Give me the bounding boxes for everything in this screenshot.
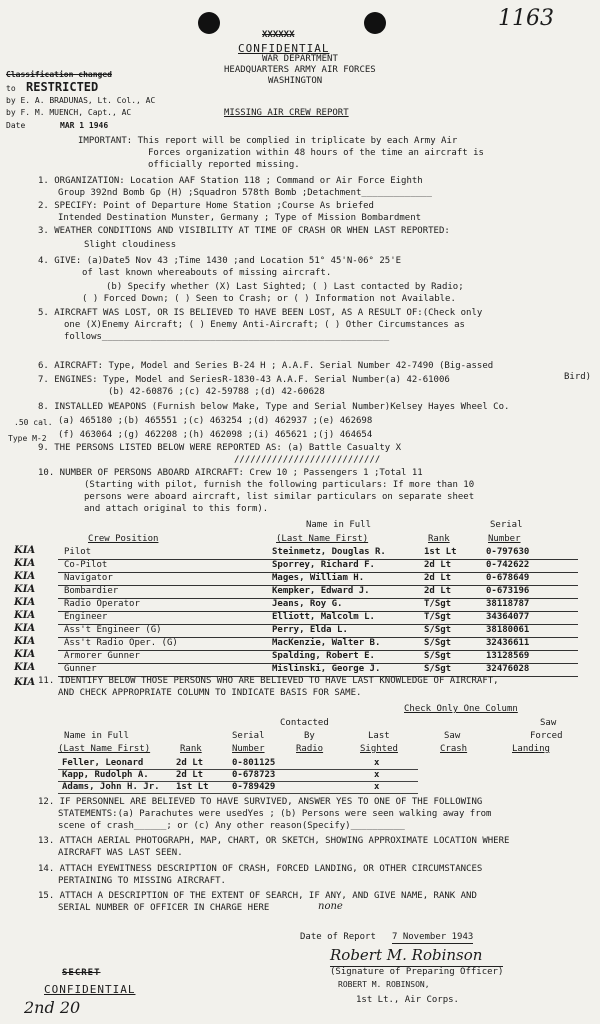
item-15-officer: none (318, 901, 343, 912)
crew-name: Jeans, Roy G. (272, 599, 343, 609)
contact-last-sighted-mark: x (374, 782, 380, 792)
crew-rank: 1st Lt (424, 547, 457, 557)
kia-mark: KIA (14, 636, 36, 647)
item-15-line-a: 15. ATTACH A DESCRIPTION OF THE EXTENT OF SEARCH, IF ANY, AND GIVE NAME, RANK AND (38, 891, 477, 901)
item-11-line-b: AND CHECK APPROPRIATE COLUMN TO INDICATE BASIS FOR SAME. (58, 688, 362, 698)
weapons-type: Type M-2 (8, 434, 47, 443)
item-7-line-b: (b) 42-60876 ;(c) 42-59788 ;(d) 42-60628 (108, 387, 325, 397)
item-8-line-c: (f) 463064 ;(g) 462208 ;(h) 462098 ;(i) 465621 ;(j) 464654 (58, 430, 373, 440)
kia-mark: KIA (14, 597, 36, 608)
crew-serial: 32436611 (486, 638, 530, 648)
contact-name: Kapp, Rudolph A. (62, 770, 149, 780)
item-5-line-c: follows_____________________________________________________ (64, 332, 390, 342)
item-1-line-a: 1. ORGANIZATION: Location AAF Station 118 ; Command or Air Force Eighth (38, 176, 423, 186)
contact-name: Adams, John H. Jr. (62, 782, 160, 792)
contact-header-forced-2: Forced (530, 731, 563, 741)
crew-row (58, 598, 578, 612)
date-of-report-value: 7 November 1943 (392, 932, 474, 942)
contact-header-saw-2: Crash (440, 744, 468, 754)
reclass-date-label: Date (6, 121, 26, 130)
item-14-line-b: PERTAINING TO MISSING AIRCRAFT. (58, 876, 226, 886)
contact-rank: 2d Lt (176, 770, 204, 780)
kia-mark: KIA (14, 571, 36, 582)
item-5-line-b: one (X)Enemy Aircraft; ( ) Enemy Anti-Aircraft; ( ) Other Circumstances as (64, 320, 465, 330)
officer-signature: Robert M. Robinson (330, 946, 483, 964)
item-6-nickname: Bird) (564, 372, 592, 382)
item-8-line-b: (a) 465180 ;(b) 465551 ;(c) 463254 ;(d) 462937 ;(e) 462698 (58, 416, 373, 426)
item-12-line-a: 12. IF PERSONNEL ARE BELIEVED TO HAVE SURVIVED, ANSWER YES TO ONE OF THE FOLLOWING (38, 797, 483, 807)
crew-name: MacKenzie, Walter B. (272, 638, 381, 648)
signature-caption: (Signature of Preparing Officer) (330, 967, 504, 977)
crew-header-rank: Rank (428, 534, 450, 544)
item-2-line-b: Intended Destination Munster, Germany ; Type of Mission Bombardment (58, 213, 422, 223)
item-3-line-b: Slight cloudiness (84, 240, 177, 250)
kia-mark: KIA (14, 649, 36, 660)
crew-serial: 32476028 (486, 664, 530, 674)
kia-mark: KIA (14, 558, 36, 569)
contact-header-forced-3: Landing (512, 744, 550, 754)
header-dept: WAR DEPARTMENT (262, 54, 338, 64)
crew-position: Engineer (64, 612, 108, 622)
reclass-by1: by E. A. BRADUNAS, Lt. Col., AC (6, 96, 156, 105)
crew-serial: 0-678649 (486, 573, 530, 583)
important-line-3: officially reported missing. (148, 160, 300, 170)
crew-serial: 0-673196 (486, 586, 530, 596)
crew-row (58, 611, 578, 625)
contact-rank: 1st Lt (176, 782, 209, 792)
item-5-line-a: 5. AIRCRAFT WAS LOST, OR IS BELIEVED TO HAVE BEEN LOST, AS A RESULT OF:(Check only (38, 308, 483, 318)
crew-header-name-1: Name in Full (306, 520, 372, 530)
crew-rank: S/Sgt (424, 664, 452, 674)
item-9-line-a: 9. THE PERSONS LISTED BELOW WERE REPORTED AS: (a) Battle Casualty X (38, 443, 402, 453)
crew-rank: 2d Lt (424, 586, 452, 596)
crew-name: Steinmetz, Douglas R. (272, 547, 386, 557)
kia-mark: KIA (14, 545, 36, 556)
header-struck: XXXXXX (262, 30, 295, 40)
item-2-line-a: 2. SPECIFY: Point of Departure Home Station ;Course As briefed (38, 201, 374, 211)
item-9-line-b: /////////////////////////// (234, 455, 381, 465)
contact-header-serial-2: Number (232, 744, 265, 754)
crew-header-name-2: (Last Name First) (276, 534, 369, 544)
header-city: WASHINGTON (268, 76, 323, 86)
crew-name: Sporrey, Richard F. (272, 560, 375, 570)
crew-position: Armorer Gunner (64, 651, 140, 661)
crew-name: Perry, Elda L. (272, 625, 348, 635)
contact-serial: 0-801125 (232, 758, 276, 768)
crew-row (58, 650, 578, 664)
kia-mark: KIA (14, 584, 36, 595)
item-3-line-a: 3. WEATHER CONDITIONS AND VISIBILITY AT TIME OF CRASH OR WHEN LAST REPORTED: (38, 226, 450, 236)
crew-rank: S/Sgt (424, 625, 452, 635)
item-12-line-b: STATEMENTS:(a) Parachutes were usedYes ; (b) Persons were seen walking away from (58, 809, 492, 819)
contact-header-serial-1: Serial (232, 731, 265, 741)
crew-row (58, 663, 578, 677)
reclass-to-label: to (6, 84, 16, 93)
crew-rank: S/Sgt (424, 651, 452, 661)
date-of-report-label: Date of Report (300, 932, 376, 942)
crew-serial: 0-797630 (486, 547, 530, 557)
crew-header-serial-1: Serial (490, 520, 523, 530)
crew-serial: 13128569 (486, 651, 530, 661)
crew-rank: T/Sgt (424, 599, 452, 609)
footer-handwritten-note: 2nd 20 (24, 998, 81, 1017)
contact-header-last-1: Last (368, 731, 390, 741)
officer-typed-rank: 1st Lt., Air Corps. (356, 995, 459, 1005)
crew-name: Elliott, Malcolm L. (272, 612, 375, 622)
crew-position: Navigator (64, 573, 113, 583)
item-10-line-d: and attach original to this form). (84, 504, 269, 514)
check-one-column: Check Only One Column (404, 704, 518, 714)
crew-position: Bombardier (64, 586, 119, 596)
kia-mark-extra: KIA (14, 677, 36, 688)
kia-mark: KIA (14, 623, 36, 634)
reclass-by2: by F. M. MUENCH, Capt., AC (6, 108, 132, 117)
contact-header-saw-1: Saw (444, 731, 461, 741)
contact-header-contacted-3: Radio (296, 744, 324, 754)
crew-serial: 38118787 (486, 599, 530, 609)
crew-position: Radio Operator (64, 599, 140, 609)
crew-name: Kempker, Edward J. (272, 586, 370, 596)
crew-row (58, 637, 578, 651)
crew-rank: T/Sgt (424, 612, 452, 622)
contact-header-name-1: Name in Full (64, 731, 130, 741)
item-4-line-a: 4. GIVE: (a)Date5 Nov 43 ;Time 1430 ;and Location 51° 45'N-06° 25'E (38, 256, 402, 266)
crew-serial: 34364077 (486, 612, 530, 622)
contact-row (58, 758, 418, 770)
kia-mark: KIA (14, 610, 36, 621)
page-stamp-number: 1163 (498, 6, 554, 31)
item-14-line-a: 14. ATTACH EYEWITNESS DESCRIPTION OF CRASH, FORCED LANDING, OR OTHER CIRCUMSTANCES (38, 864, 483, 874)
header-classification: CONFIDENTIAL (238, 42, 330, 55)
footer-classification: CONFIDENTIAL (44, 983, 136, 996)
crew-rank: 2d Lt (424, 560, 452, 570)
report-title: MISSING AIR CREW REPORT (224, 108, 349, 118)
punch-hole-left (198, 12, 220, 34)
item-10-line-c: persons were aboard aircraft, list similar particulars on separate sheet (84, 492, 475, 502)
punch-hole-right (364, 12, 386, 34)
crew-name: Mages, William H. (272, 573, 365, 583)
contact-header-contacted-1: Contacted (280, 718, 329, 728)
item-11-line-a: 11. IDENTIFY BELOW THOSE PERSONS WHO ARE BELIEVED TO HAVE LAST KNOWLEDGE OF AIRCRAFT, (38, 676, 499, 686)
officer-typed-name: ROBERT M. ROBINSON, (338, 980, 430, 989)
reclass-to-value: RESTRICTED (26, 80, 99, 94)
crew-header-serial-2: Number (488, 534, 521, 544)
crew-row (58, 572, 578, 586)
crew-position: Ass't Engineer (G) (64, 625, 162, 635)
item-15-line-b: SERIAL NUMBER OF OFFICER IN CHARGE HERE (58, 903, 270, 913)
footer-struck: SECRET (62, 968, 101, 978)
crew-position: Ass't Radio Oper. (G) (64, 638, 178, 648)
item-4-line-d: ( ) Forced Down; ( ) Seen to Crash; or ( ) Information not Available. (82, 294, 456, 304)
contact-row (58, 770, 418, 782)
contact-header-rank: Rank (180, 744, 202, 754)
contact-last-sighted-mark: x (374, 758, 380, 768)
contact-rank: 2d Lt (176, 758, 204, 768)
contact-header-name-2: (Last Name First) (58, 744, 151, 754)
crew-name: Mislinski, George J. (272, 664, 381, 674)
crew-rank: 2d Lt (424, 573, 452, 583)
weapons-caliber: .50 cal. (14, 418, 53, 427)
crew-row (58, 624, 578, 638)
item-13-line-b: AIRCRAFT WAS LAST SEEN. (58, 848, 183, 858)
crew-serial: 0-742622 (486, 560, 530, 570)
item-10-line-b: (Starting with pilot, furnish the following particulars: If more than 10 (84, 480, 475, 490)
kia-mark: KIA (14, 662, 36, 673)
crew-position: Co-Pilot (64, 560, 108, 570)
item-4-line-c: (b) Specify whether (X) Last Sighted; ( ) Last contacted by Radio; (106, 282, 464, 292)
reclass-line1: Classification changed (6, 70, 112, 79)
item-4-line-b: of last known whereabouts of missing aircraft. (82, 268, 332, 278)
item-13-line-a: 13. ATTACH AERIAL PHOTOGRAPH, MAP, CHART, OR SKETCH, SHOWING APPROXIMATE LOCATION WHERE (38, 836, 510, 846)
crew-header-position: Crew Position (88, 534, 159, 544)
item-1-line-b: Group 392nd Bomb Gp (H) ;Squadron 578th Bomb ;Detachment_____________ (58, 188, 432, 198)
important-line-1: IMPORTANT: This report will be complied in triplicate by each Army Air (78, 136, 458, 146)
header-hq: HEADQUARTERS ARMY AIR FORCES (224, 65, 376, 75)
contact-name: Feller, Leonard (62, 758, 144, 768)
contact-serial: 0-678723 (232, 770, 276, 780)
item-12-line-c: scene of crash______; or (c) Any other reason(Specify)__________ (58, 821, 405, 831)
item-10-line-a: 10. NUMBER OF PERSONS ABOARD AIRCRAFT: Crew 10 ; Passengers 1 ;Total 11 (38, 468, 423, 478)
crew-name: Spalding, Robert E. (272, 651, 375, 661)
contact-header-contacted-2: By (304, 731, 315, 741)
item-8-line-a: 8. INSTALLED WEAPONS (Furnish below Make, Type and Serial Number)Kelsey Hayes Wheel Co. (38, 402, 510, 412)
crew-row (58, 546, 578, 560)
crew-serial: 38180061 (486, 625, 530, 635)
crew-rank: S/Sgt (424, 638, 452, 648)
contact-header-forced-1: Saw (540, 718, 557, 728)
contact-last-sighted-mark: x (374, 770, 380, 780)
item-7-line-a: 7. ENGINES: Type, Model and SeriesR-1830-43 A.A.F. Serial Number(a) 42-61006 (38, 375, 450, 385)
crew-position: Gunner (64, 664, 97, 674)
contact-serial: 0-789429 (232, 782, 276, 792)
important-line-2: Forces organization within 48 hours of the time an aircraft is (148, 148, 484, 158)
item-6-aircraft: 6. AIRCRAFT: Type, Model and Series B-24 H ; A.A.F. Serial Number 42-7490 (Big-assed (38, 361, 494, 371)
crew-row (58, 559, 578, 573)
contact-row (58, 782, 418, 794)
reclass-date-value: MAR 1 1946 (60, 121, 109, 130)
contact-header-last-2: Sighted (360, 744, 398, 754)
crew-position: Pilot (64, 547, 92, 557)
crew-row (58, 585, 578, 599)
